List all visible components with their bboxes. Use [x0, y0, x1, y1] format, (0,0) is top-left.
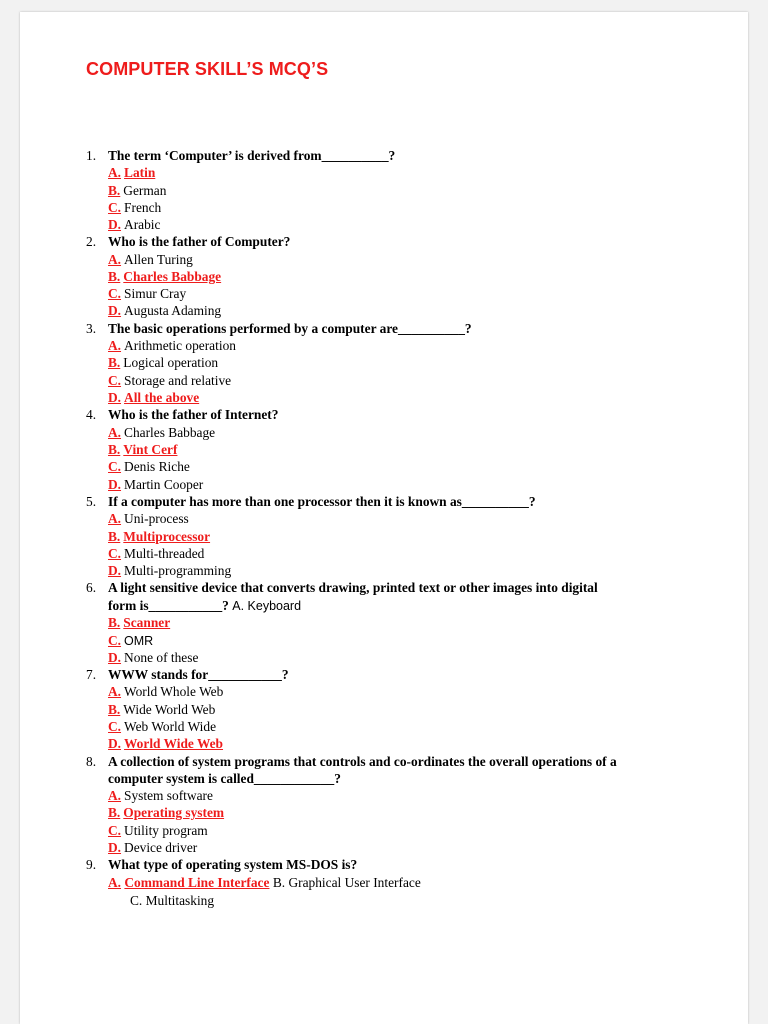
option-7b: B. Wide World Web — [108, 702, 216, 717]
option-9a-correct: Command Line Interface — [124, 875, 270, 890]
question-number: 5. — [86, 494, 97, 509]
question-text: Who is the father of Internet? — [108, 407, 279, 422]
option-6a-inline: A. Keyboard — [232, 599, 302, 613]
question-number: 1. — [86, 148, 97, 163]
document-page — [20, 12, 748, 1024]
option-5a: A. Uni-process — [108, 511, 189, 526]
option-9a-letter: A. — [108, 875, 122, 890]
question-text: If a computer has more than one processor then it is known as__________? — [108, 494, 536, 509]
question-text-line-1: A collection of system programs that controls and co-ordinates the overall operations of a — [108, 754, 617, 769]
option-3d: D. All the above — [108, 390, 200, 405]
question-number: 7. — [86, 667, 97, 682]
question-number: 3. — [86, 321, 97, 336]
option-5b: B. Multiprocessor — [108, 529, 211, 544]
option-8a: A. System software — [108, 788, 213, 803]
option-1b: B. German — [108, 183, 167, 198]
option-2b: B. Charles Babbage — [108, 269, 222, 284]
option-3c: C. Storage and relative — [108, 373, 232, 388]
option-6c: C. OMR — [108, 633, 154, 648]
question-text: Who is the father of Computer? — [108, 234, 291, 249]
option-5c: C. Multi-threaded — [108, 546, 205, 561]
option-2a: A. Allen Turing — [108, 252, 193, 267]
question-number: 6. — [86, 580, 97, 595]
option-7c: C. Web World Wide — [108, 719, 217, 734]
question-number: 4. — [86, 407, 97, 422]
option-6d: D. None of these — [108, 650, 199, 665]
option-2c: C. Simur Cray — [108, 286, 187, 301]
option-9b-inline: B. Graphical User Interface — [272, 875, 421, 890]
option-8c: C. Utility program — [108, 823, 208, 838]
option-4d: D. Martin Cooper — [108, 477, 204, 492]
question-number: 9. — [86, 857, 97, 872]
option-9-line-1 — [108, 874, 421, 891]
question-text: The term ‘Computer’ is derived from__________? — [108, 148, 396, 163]
option-4a: A. Charles Babbage — [108, 425, 216, 440]
option-8d: D. Device driver — [108, 840, 198, 855]
question-text-line-2: form is___________? — [108, 598, 229, 613]
question-number: 2. — [86, 234, 97, 249]
option-4b: B. Vint Cerf — [108, 442, 178, 457]
option-1d: D. Arabic — [108, 217, 161, 232]
option-5d: D. Multi-programming — [108, 563, 232, 578]
option-9c: C. Multitasking — [130, 893, 215, 908]
question-text-line-1: A light sensitive device that converts drawing, printed text or other images into digital — [108, 580, 598, 595]
option-7a: A. World Whole Web — [108, 684, 224, 699]
page-title: COMPUTER SKILL’S MCQ’S — [86, 59, 329, 79]
option-3b: B. Logical operation — [108, 355, 219, 370]
question-text: WWW stands for___________? — [108, 667, 289, 682]
option-3a: A. Arithmetic operation — [108, 338, 236, 353]
option-8b: B. Operating system — [108, 805, 225, 820]
option-7d: D. World Wide Web — [108, 736, 224, 751]
question-text: The basic operations performed by a computer are__________? — [108, 321, 472, 336]
option-1c: C. French — [108, 200, 162, 215]
question-list — [20, 12, 748, 1024]
question-number: 8. — [86, 754, 97, 769]
option-1a: A. Latin — [108, 165, 156, 180]
option-2d: D. Augusta Adaming — [108, 303, 222, 318]
question-text-line-2: computer system is called____________? — [108, 771, 341, 786]
question-8-line-2 — [108, 770, 341, 787]
option-6b: B. Scanner — [108, 615, 171, 630]
option-4c: C. Denis Riche — [108, 459, 190, 474]
question-6-line-2 — [108, 597, 301, 615]
question-text: What type of operating system MS-DOS is? — [108, 857, 358, 872]
